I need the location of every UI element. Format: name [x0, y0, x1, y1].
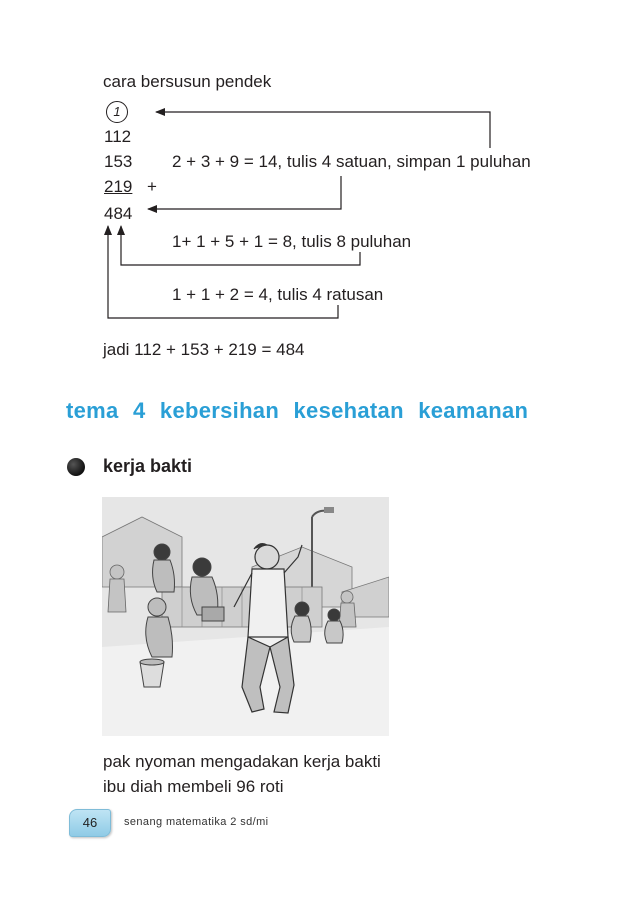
theme-heading: tema 4 kebersihan kesehatan keamanan [66, 398, 529, 423]
hundreds-arrow [108, 226, 338, 318]
plus-sign: + [147, 177, 157, 196]
carry-digit: 1 [106, 101, 128, 123]
step-hundreds: 1 + 1 + 2 = 4, tulis 4 ratusan [172, 285, 384, 304]
conclusion: jadi 112 + 153 + 219 = 484 [103, 340, 305, 359]
story-line-2: ibu diah membeli 96 roti [103, 777, 284, 796]
story-line-1: pak nyoman mengadakan kerja bakti [103, 752, 381, 771]
addend-3: 219 [104, 177, 133, 196]
section-title: cara bersusun pendek [103, 72, 272, 91]
carry-arrow [156, 112, 490, 148]
addend-2: 153 [104, 152, 133, 171]
kerja-bakti-illustration [102, 497, 389, 736]
addend-1: 112 [104, 127, 132, 146]
tens-arrow [121, 226, 360, 265]
units-arrow [148, 176, 341, 209]
step-tens: 1+ 1 + 5 + 1 = 8, tulis 8 puluhan [172, 232, 412, 251]
sum-result: 484 [104, 204, 133, 223]
bullet-icon [67, 458, 85, 476]
arrow-connectors [0, 0, 638, 360]
footer-book-title: senang matematika 2 sd/mi [124, 816, 269, 828]
page-number-badge: 46 [69, 809, 111, 837]
step-units: 2 + 3 + 9 = 14, tulis 4 satuan, simpan 1 puluhan [172, 152, 531, 171]
subtopic-title: kerja bakti [103, 456, 193, 476]
